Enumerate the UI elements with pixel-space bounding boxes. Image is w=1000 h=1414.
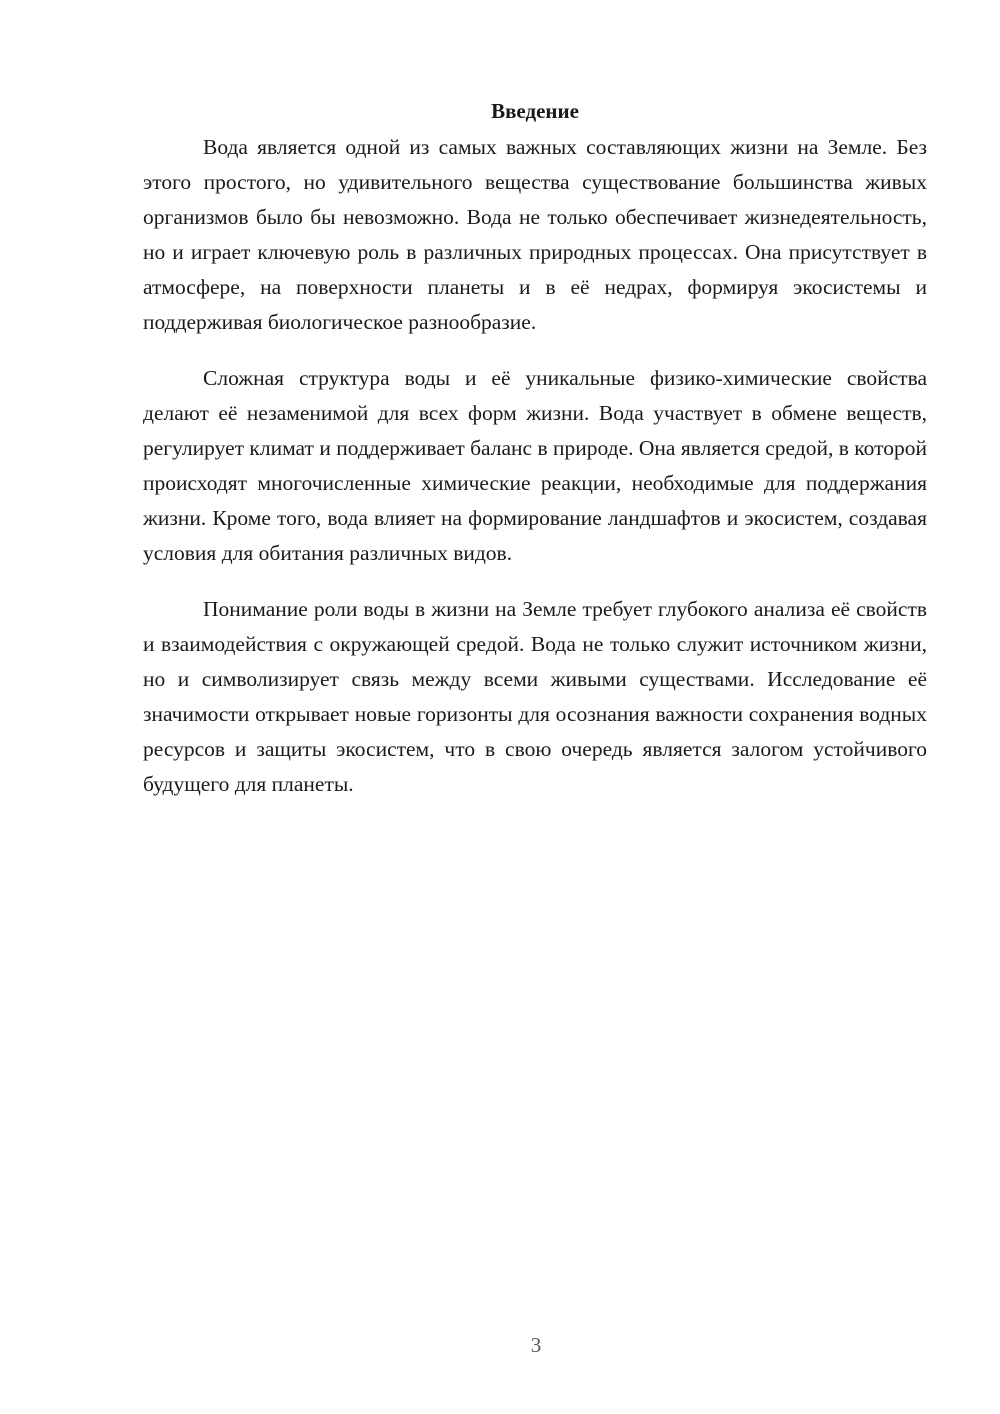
page-number: 3 bbox=[530, 1333, 542, 1357]
document-body bbox=[143, 96, 927, 823]
paragraph-2: Сложная структура воды и её уникальные физико-химические свойства делают её незаменимой для всех форм жизни. Вода участвует в обмене веществ, регулирует климат и поддерживает баланс в природе. Она является средой, в которой происходят многочисленные химические реакции, необходимые для поддержания жизни. Кроме того, вода влияет на формирование ландшафтов и экосистем, создавая условия для обитания различных видов. bbox=[143, 366, 927, 565]
paragraph-3: Понимание роли воды в жизни на Земле требует глубокого анализа её свойств и взаимодействия с окружающей средой. Вода не только служит источником жизни, но и символизирует связь между всеми живыми существами. Исследование её значимости открывает новые горизонты для осознания важности сохранения водных ресурсов и защиты экосистем, что в свою очередь является залогом устойчивого будущего для планеты. bbox=[143, 597, 927, 796]
section-heading: Введение bbox=[491, 99, 579, 123]
paragraph-1: Вода является одной из самых важных составляющих жизни на Земле. Без этого простого, но удивительного вещества существование большинства живых организмов было бы невозможно. Вода не только обеспечивает жизнедеятельность, но и играет ключевую роль в различных природных процессах. Она присутствует в атмосфере, на поверхности планеты и в её недрах, формируя экосистемы и поддерживая биологическое разнообразие. bbox=[143, 135, 927, 334]
